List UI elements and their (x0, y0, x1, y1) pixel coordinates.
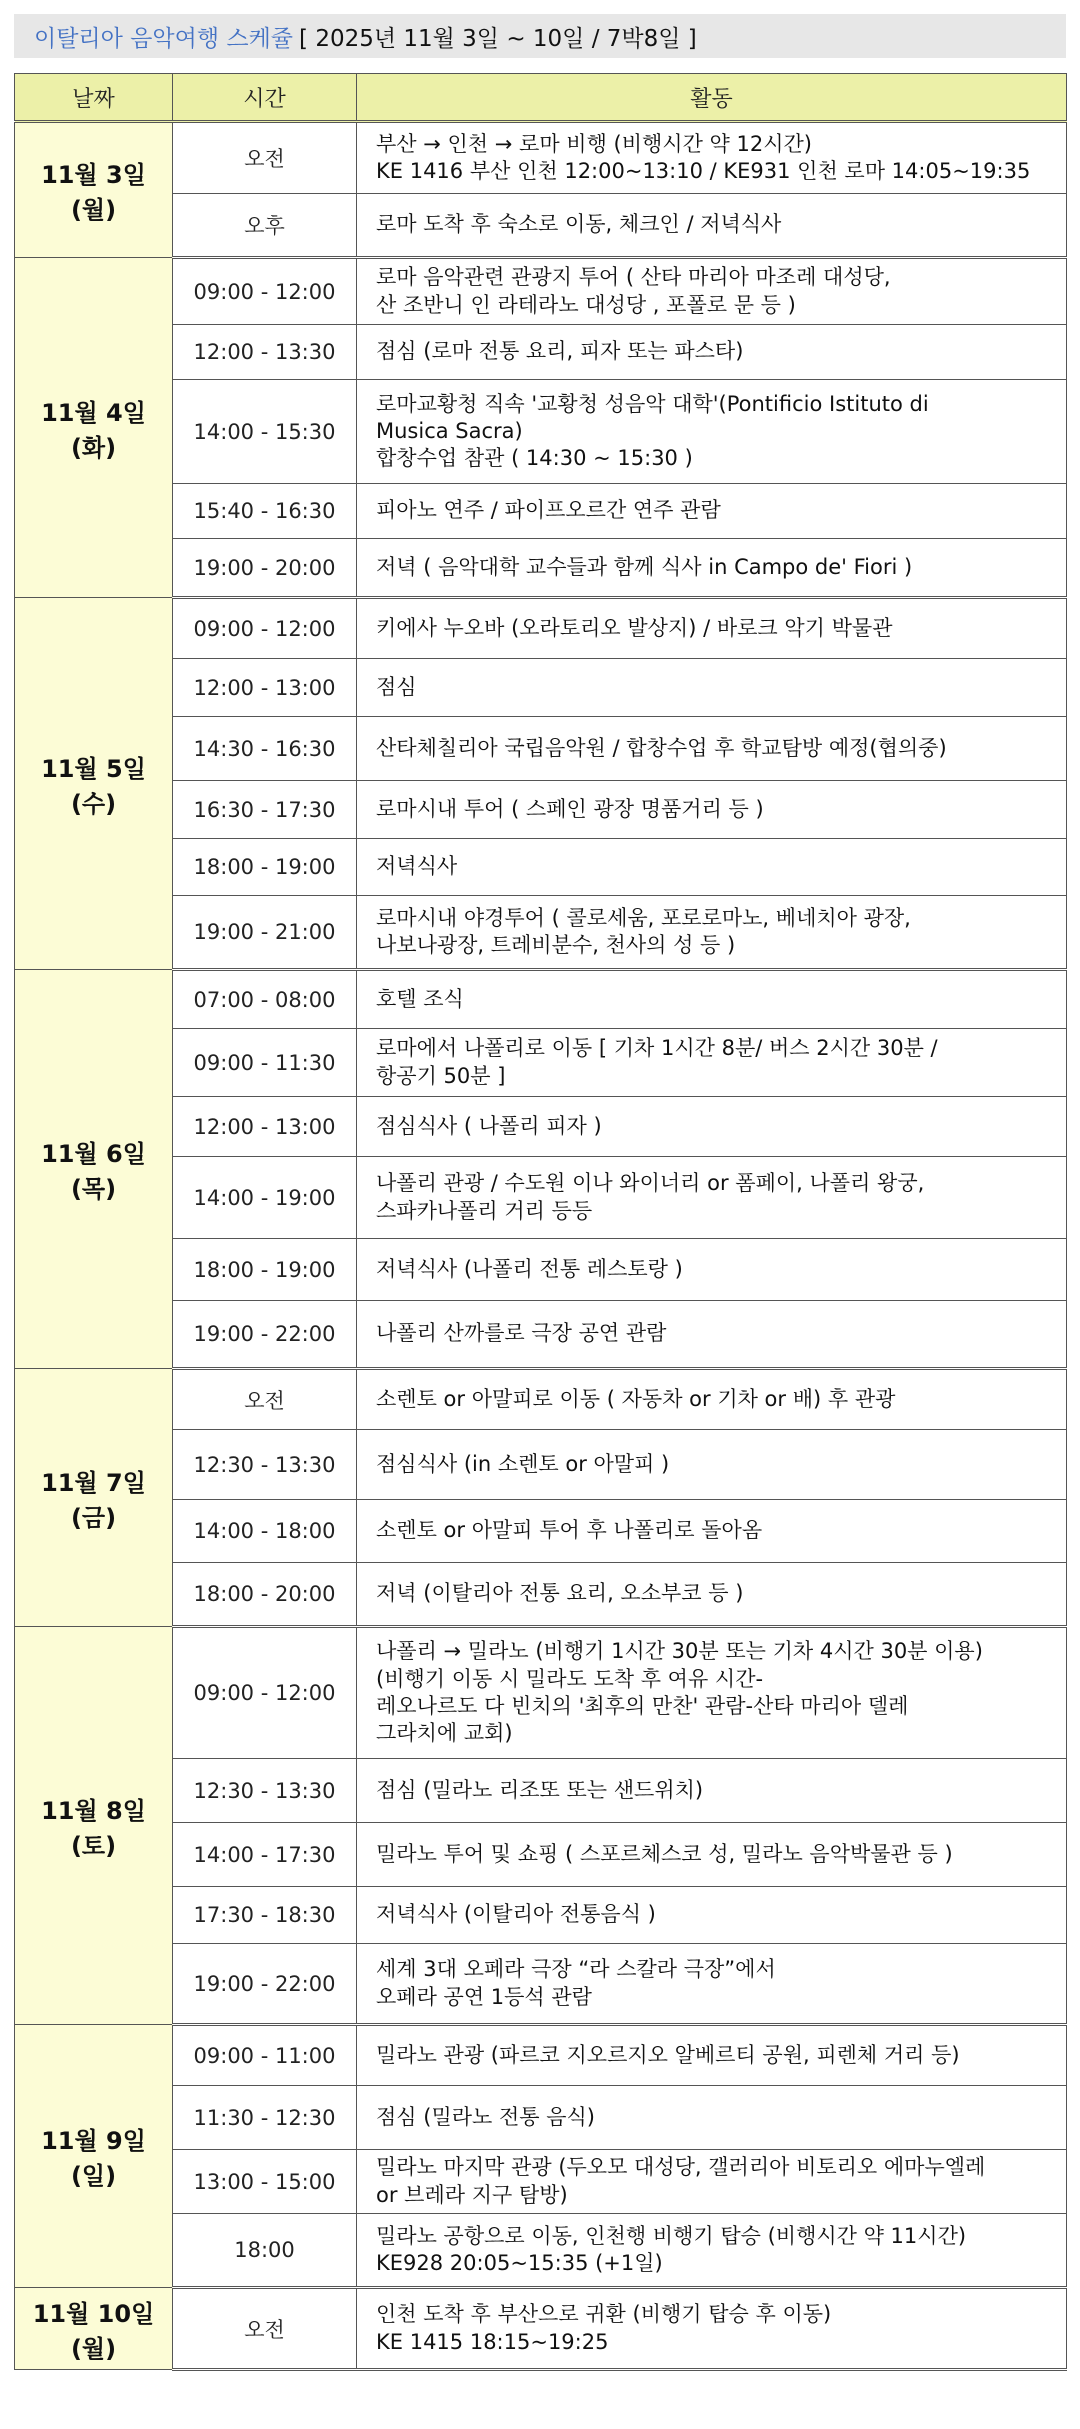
slot-activity (357, 194, 1067, 258)
slot-time: 14:00 - 15:30 (173, 380, 357, 484)
schedule-row (15, 258, 1067, 325)
slot-time: 12:30 - 13:30 (173, 1430, 357, 1500)
schedule-row (15, 2025, 1067, 2086)
slot-time: 19:00 - 22:00 (173, 1301, 357, 1369)
slot-activity (357, 2150, 1067, 2214)
activity-line: 소렌토 or 아말피로 이동 ( 자동차 or 기차 or 배) 후 관광 (376, 1386, 896, 1411)
activity-line: 인천 도착 후 부산으로 귀환 (비행기 탑승 후 이동) (376, 2302, 832, 2327)
activity-line: 점심 (로마 전통 요리, 피자 또는 파스타) (376, 339, 744, 364)
activity-line: 피아노 연주 / 파이프오르간 연주 관람 (376, 498, 721, 523)
day-date: 11월 9일 (일) (15, 2025, 173, 2288)
activity-line: 키에사 누오바 (오라토리오 발상지) / 바로크 악기 박물관 (376, 615, 893, 640)
schedule-row (15, 1823, 1067, 1887)
slot-activity (357, 1944, 1067, 2025)
activity-line: 산 조반니 인 라테라노 대성당 , 포폴로 문 등 ) (376, 292, 796, 317)
slot-time: 09:00 - 12:00 (173, 598, 357, 659)
schedule-row (15, 1239, 1067, 1301)
slot-activity (357, 122, 1067, 194)
day-date: 11월 3일 (월) (15, 122, 173, 258)
day-date: 11월 6일 (목) (15, 970, 173, 1369)
schedule-row (15, 194, 1067, 258)
slot-time: 12:00 - 13:00 (173, 1097, 357, 1157)
day-date: 11월 8일 (토) (15, 1627, 173, 2025)
slot-activity (357, 380, 1067, 484)
activity-line: 밀라노 마지막 관광 (두오모 대성당, 갤러리아 비토리오 에마누엘레 (376, 2155, 986, 2180)
slot-activity (357, 1097, 1067, 1157)
schedule-row (15, 2086, 1067, 2150)
slot-time: 14:00 - 19:00 (173, 1157, 357, 1239)
slot-time: 13:00 - 15:00 (173, 2150, 357, 2214)
schedule-row (15, 1369, 1067, 1430)
activity-line: 점심 (376, 674, 417, 699)
activity-line: 저녁식사 (나폴리 전통 레스토랑 ) (376, 1256, 683, 1281)
activity-line: 호텔 조식 (376, 986, 464, 1011)
schedule-row (15, 1563, 1067, 1627)
activity-line: 나폴리 관광 / 수도원 이나 와이너리 or 폼페이, 나폴리 왕궁, (376, 1171, 925, 1196)
activity-line: 밀라노 공항으로 이동, 인천행 비행기 탑승 (비행시간 약 11시간) (376, 2223, 967, 2248)
activity-line: 로마시내 야경투어 ( 콜로세움, 포로로마노, 베네치아 광장, (376, 905, 911, 930)
activity-line: 로마교황청 직속 '교황청 성음악 대학'(Pontificio Istituto di (376, 391, 929, 416)
activity-line: 로마시내 투어 ( 스페인 광장 명품거리 등 ) (376, 796, 764, 821)
activity-line: KE 1416 부산 인천 12:00~13:10 / KE931 인천 로마 14:05~19:35 (376, 159, 1031, 183)
slot-activity (357, 2025, 1067, 2086)
schedule-table (14, 73, 1067, 2371)
slot-time: 17:30 - 18:30 (173, 1887, 357, 1944)
activity-line: 밀라노 관광 (파르코 지오르지오 알베르티 공원, 피렌체 거리 등) (376, 2042, 960, 2067)
schedule-row (15, 380, 1067, 484)
activity-line: 밀라노 투어 및 쇼핑 ( 스포르체스코 성, 밀라노 음악박물관 등 ) (376, 1841, 953, 1866)
slot-activity (357, 970, 1067, 1029)
header-date: 날짜 (15, 74, 173, 122)
slot-time: 오전 (173, 122, 357, 194)
schedule-row (15, 1097, 1067, 1157)
slot-time: 14:30 - 16:30 (173, 717, 357, 781)
activity-line: 레오나르도 다 빈치의 '최후의 만찬' 관람-산타 마리아 델레 (376, 1694, 909, 1718)
schedule-row (15, 1944, 1067, 2025)
activity-line: Musica Sacra) (376, 418, 523, 443)
slot-activity (357, 1887, 1067, 1944)
schedule-row (15, 2288, 1067, 2370)
activity-line: 저녁 ( 음악대학 교수들과 함께 식사 in Campo de' Fiori ) (376, 554, 913, 579)
activity-line: 나보나광장, 트레비분수, 천사의 성 등 ) (376, 933, 736, 957)
schedule-title-bar (14, 14, 1066, 58)
activity-line: 그라치에 교회) (376, 1721, 513, 1746)
schedule-row (15, 1301, 1067, 1369)
schedule-row (15, 1157, 1067, 1239)
schedule-row (15, 1500, 1067, 1563)
activity-line: 로마에서 나폴리로 이동 [ 기차 1시간 8분/ 버스 2시간 30분 / (376, 1036, 938, 1061)
activity-line: KE928 20:05~15:35 (+1일) (376, 2251, 663, 2275)
slot-activity (357, 896, 1067, 970)
slot-activity (357, 325, 1067, 380)
schedule-row (15, 1887, 1067, 1944)
slot-time: 11:30 - 12:30 (173, 2086, 357, 2150)
slot-time: 14:00 - 18:00 (173, 1500, 357, 1563)
slot-activity (357, 839, 1067, 896)
schedule-row (15, 970, 1067, 1029)
slot-activity (357, 1301, 1067, 1369)
schedule-date-range: [ 2025년 11월 3일 ~ 10일 / 7박8일 ] (299, 25, 697, 52)
slot-time: 18:00 - 20:00 (173, 1563, 357, 1627)
slot-time: 16:30 - 17:30 (173, 781, 357, 839)
slot-time: 09:00 - 12:00 (173, 258, 357, 325)
activity-line: 점심식사 ( 나폴리 피자 ) (376, 1113, 602, 1138)
schedule-row (15, 839, 1067, 896)
day-date: 11월 10일 (월) (15, 2288, 173, 2370)
schedule-row (15, 325, 1067, 380)
activity-line: 저녁식사 (376, 854, 458, 879)
slot-activity (357, 1627, 1067, 1759)
activity-line: 부산 → 인천 → 로마 비행 (비행시간 약 12시간) (376, 131, 812, 156)
schedule-row (15, 539, 1067, 598)
activity-line: 항공기 50분 ] (376, 1063, 506, 1088)
activity-line: 로마 도착 후 숙소로 이동, 체크인 / 저녁식사 (376, 212, 782, 237)
schedule-row (15, 1029, 1067, 1097)
schedule-row (15, 122, 1067, 194)
schedule-row (15, 781, 1067, 839)
slot-time: 오전 (173, 2288, 357, 2370)
schedule-title: 이탈리아 음악여행 스케쥴 (34, 25, 294, 52)
activity-line: 나폴리 → 밀라노 (비행기 1시간 30분 또는 기차 4시간 30분 이용) (376, 1639, 983, 1664)
activity-line: KE 1415 18:15~19:25 (376, 2329, 609, 2354)
schedule-row (15, 1430, 1067, 1500)
slot-activity (357, 598, 1067, 659)
slot-time: 12:30 - 13:30 (173, 1759, 357, 1823)
slot-activity (357, 1759, 1067, 1823)
activity-line: 산타체칠리아 국립음악원 / 합창수업 후 학교탐방 예정(협의중) (376, 735, 947, 760)
activity-line: 점심 (밀라노 전통 음식) (376, 2104, 595, 2129)
slot-activity (357, 781, 1067, 839)
slot-activity (357, 1239, 1067, 1301)
slot-activity (357, 539, 1067, 598)
slot-activity (357, 717, 1067, 781)
schedule-row (15, 659, 1067, 717)
activity-line: 로마 음악관련 관광지 투어 ( 산타 마리아 마조레 대성당, (376, 265, 891, 290)
slot-time: 18:00 (173, 2214, 357, 2288)
slot-time: 18:00 - 19:00 (173, 839, 357, 896)
day-date: 11월 7일 (금) (15, 1369, 173, 1627)
slot-time: 07:00 - 08:00 (173, 970, 357, 1029)
activity-line: 소렌토 or 아말피 투어 후 나폴리로 돌아옴 (376, 1518, 763, 1543)
header-row (15, 74, 1067, 122)
slot-time: 15:40 - 16:30 (173, 484, 357, 539)
slot-activity (357, 1029, 1067, 1097)
activity-line: 오페라 공연 1등석 관람 (376, 1984, 592, 2009)
header-activity: 활동 (357, 74, 1067, 122)
activity-line: 점심식사 (in 소렌토 or 아말피 ) (376, 1451, 670, 1476)
slot-time: 오전 (173, 1369, 357, 1430)
activity-line: 점심 (밀라노 리조또 또는 샌드위치) (376, 1777, 704, 1802)
day-date: 11월 4일 (화) (15, 258, 173, 598)
schedule-row (15, 717, 1067, 781)
schedule-row (15, 484, 1067, 539)
slot-activity (357, 2214, 1067, 2288)
slot-time: 09:00 - 11:00 (173, 2025, 357, 2086)
slot-time: 12:00 - 13:00 (173, 659, 357, 717)
day-date: 11월 5일 (수) (15, 598, 173, 970)
slot-time: 18:00 - 19:00 (173, 1239, 357, 1301)
slot-time: 12:00 - 13:30 (173, 325, 357, 380)
activity-line: 나폴리 산까를로 극장 공연 관람 (376, 1321, 667, 1346)
slot-activity (357, 1823, 1067, 1887)
activity-line: 합창수업 참관 ( 14:30 ~ 15:30 ) (376, 446, 693, 471)
activity-line: 세계 3대 오페라 극장 “라 스칼라 극장”에서 (376, 1957, 776, 1982)
schedule-row (15, 2150, 1067, 2214)
activity-line: 저녁 (이탈리아 전통 요리, 오소부코 등 ) (376, 1581, 744, 1606)
slot-time: 오후 (173, 194, 357, 258)
slot-time: 09:00 - 11:30 (173, 1029, 357, 1097)
slot-activity (357, 1157, 1067, 1239)
slot-activity (357, 2086, 1067, 2150)
header-time: 시간 (173, 74, 357, 122)
slot-activity (357, 1500, 1067, 1563)
slot-time: 19:00 - 20:00 (173, 539, 357, 598)
activity-line: or 브레라 지구 탐방) (376, 2182, 568, 2207)
slot-time: 19:00 - 22:00 (173, 1944, 357, 2025)
schedule-row (15, 1759, 1067, 1823)
slot-activity (357, 659, 1067, 717)
slot-activity (357, 484, 1067, 539)
slot-activity (357, 2288, 1067, 2370)
activity-line: 스파카나폴리 거리 등등 (376, 1198, 593, 1223)
slot-time: 19:00 - 21:00 (173, 896, 357, 970)
activity-line: (비행기 이동 시 밀라도 도착 후 여유 시간- (376, 1666, 764, 1691)
slot-activity (357, 1563, 1067, 1627)
slot-activity (357, 1430, 1067, 1500)
slot-time: 14:00 - 17:30 (173, 1823, 357, 1887)
schedule-row (15, 598, 1067, 659)
slot-activity (357, 258, 1067, 325)
schedule-row (15, 1627, 1067, 1759)
slot-time: 09:00 - 12:00 (173, 1627, 357, 1759)
schedule-row (15, 2214, 1067, 2288)
slot-activity (357, 1369, 1067, 1430)
activity-line: 저녁식사 (이탈리아 전통음식 ) (376, 1902, 656, 1927)
schedule-row (15, 896, 1067, 970)
